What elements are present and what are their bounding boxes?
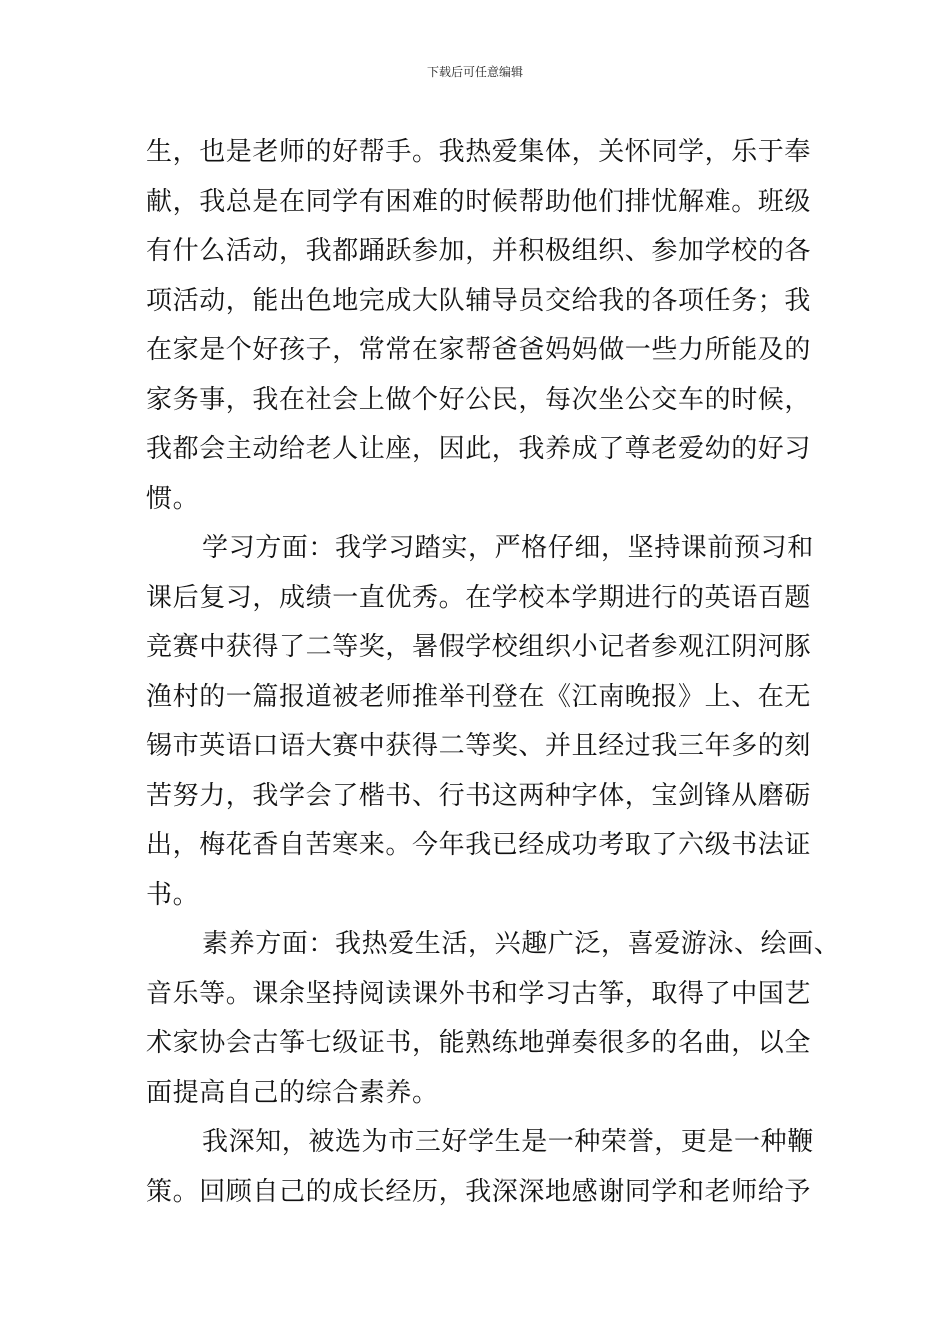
text-line: 竞赛中获得了二等奖，暑假学校组织小记者参观江阴河豚: [146, 632, 812, 662]
text-line: 渔村的一篇报道被老师推举刊登在《江南晚报》上、在无: [146, 681, 812, 712]
text-line: 家务事，我在社会上做个好公民，每次坐公交车的时候，: [146, 384, 812, 415]
text-line: 有什么活动，我都踊跃参加，并积极组织、参加学校的各: [146, 236, 812, 266]
text-line: 出，梅花香自苦寒来。今年我已经成功考取了六级书法证: [146, 830, 812, 860]
paragraph-start-line: 学习方面：我学习踏实，严格仔细，坚持课前预习和: [202, 533, 814, 563]
text-line: 锡市英语口语大赛中获得二等奖、并且经过我三年多的刻: [146, 731, 812, 761]
text-line: 献，我总是在同学有困难的时候帮助他们排忧解难。班级: [146, 186, 812, 217]
body-text: [146, 128, 841, 1217]
text-line: 课后复习，成绩一直优秀。在学校本学期进行的英语百题: [146, 582, 812, 613]
text-line: 策。回顾自己的成长经历，我深深地感谢同学和老师给予: [146, 1176, 812, 1207]
text-line: 面提高自己的综合素养。: [146, 1077, 439, 1108]
text-line: 生，也是老师的好帮手。我热爱集体，关怀同学，乐于奉: [146, 137, 812, 167]
text-line: 术家协会古筝七级证书，能熟练地弹奏很多的名曲，以全: [146, 1028, 812, 1058]
text-line: 惯。: [146, 483, 200, 514]
text-line: 音乐等。课余坚持阅读课外书和学习古筝，取得了中国艺: [146, 978, 812, 1009]
text-line: 在家是个好孩子，常常在家帮爸爸妈妈做一些力所能及的: [146, 335, 812, 365]
paragraph-start-line: 我深知，被选为市三好学生是一种荣誉，更是一种鞭: [202, 1127, 814, 1157]
text-line: 苦努力，我学会了楷书、行书这两种字体，宝剑锋从磨砺: [146, 780, 812, 811]
text-line: 我都会主动给老人让座，因此，我养成了尊老爱幼的好习: [146, 434, 812, 464]
text-line: 书。: [146, 879, 200, 910]
paragraph-start-line: 素养方面：我热爱生活，兴趣广泛，喜爱游泳、绘画、: [202, 929, 841, 959]
page-header: 下载后可任意编辑: [426, 65, 523, 79]
text-line: 项活动，能出色地完成大队辅导员交给我的各项任务；我: [146, 285, 812, 316]
